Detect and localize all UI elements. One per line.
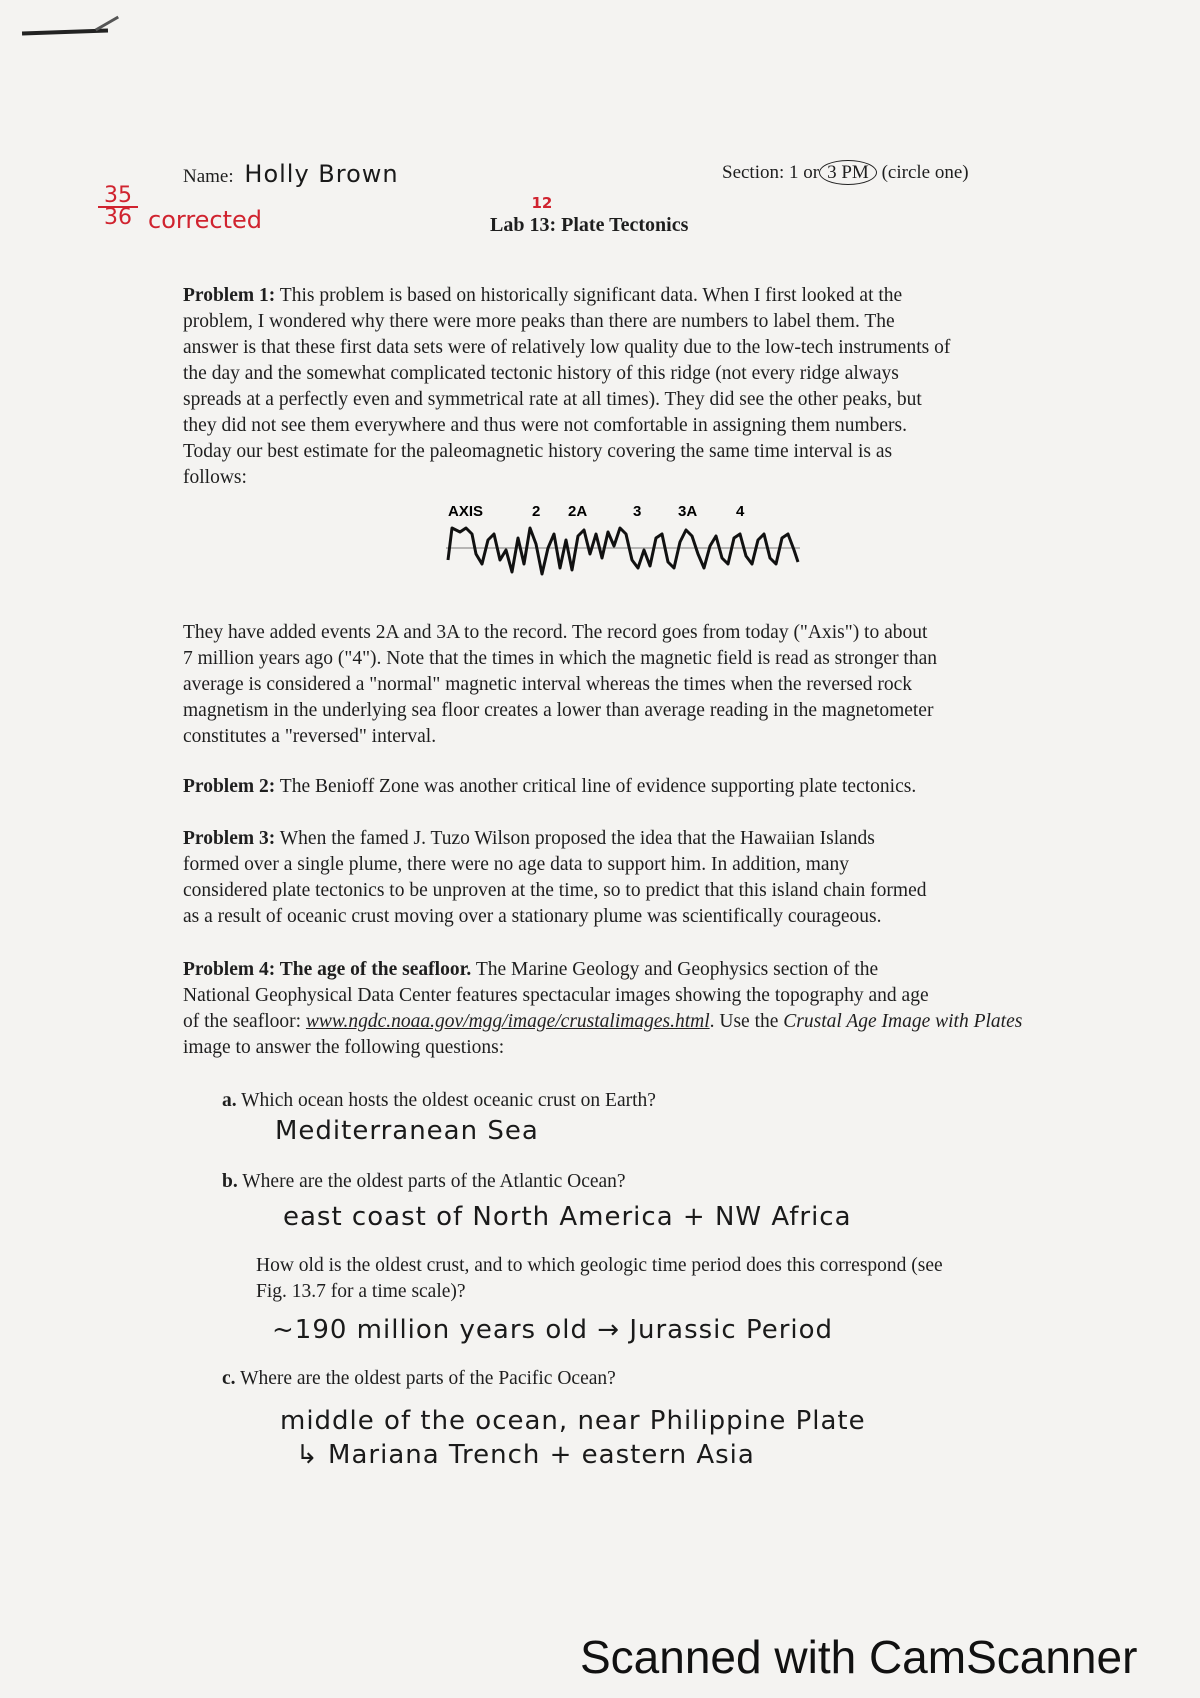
magnetic-anomaly-figure [440, 498, 810, 598]
label-2a: 2A [568, 503, 588, 520]
question-b-text: Where are the oldest parts of the Atlantic Ocean? [242, 1171, 626, 1192]
text-line: How old is the oldest crust, and to which geologic time period does this correspond (see [256, 1255, 943, 1276]
text-line: magnetism in the underlying sea floor creates a lower than average reading in the magnetometer [183, 700, 934, 721]
problem-3-label: Problem 3: [183, 828, 276, 849]
crustal-images-link[interactable]: www.ngdc.noaa.gov/mgg/image/crustalimages.html [305, 1011, 710, 1032]
label-3a: 3A [678, 503, 698, 520]
score [98, 183, 138, 230]
text-line: as a result of oceanic crust moving over a stationary plume was scientifically courageous. [183, 906, 882, 927]
label-3: 3 [633, 503, 642, 520]
name-line [183, 160, 399, 188]
text-line: formed over a single plume, there were no age data to support him. In addition, many [183, 854, 850, 875]
text-line: considered plate tectonics to be unproven at the time, so to predict that this island chain formed [183, 880, 927, 901]
anomaly-line [448, 528, 798, 574]
text-line: follows: [183, 467, 247, 488]
problem-2-label: Problem 2: [183, 776, 276, 797]
question-b-label: b. [222, 1171, 238, 1192]
problem-1-continued [183, 620, 1063, 750]
answer-b: east coast of North America + NW Africa [283, 1202, 852, 1232]
score-note: corrected [148, 206, 263, 234]
text-line: . Use the [709, 1011, 779, 1032]
lab-title-text: Plate Tectonics [561, 214, 689, 236]
student-name: Holly Brown [244, 160, 399, 188]
text-line: image to answer the following questions: [183, 1037, 505, 1058]
text-line: of the seafloor: [183, 1011, 302, 1032]
answer-a: Mediterranean Sea [275, 1116, 539, 1146]
text-line: This problem is based on historically significant data. When I first looked at the [279, 285, 903, 306]
text-line: The Marine Geology and Geophysics section of the [475, 959, 879, 980]
question-c-label: c. [222, 1368, 236, 1389]
text-line: National Geophysical Data Center features spectacular images showing the topography and age [183, 985, 929, 1006]
lab-number-printed: 13: [529, 214, 557, 236]
problem-1-label: Problem 1: [183, 285, 276, 306]
lab-number-corrected: 12 [531, 194, 553, 212]
text-line: When the famed J. Tuzo Wilson proposed the idea that the Hawaiian Islands [279, 828, 875, 849]
text-line: they did not see them everywhere and thus were not comfortable in assigning them numbers. [183, 415, 908, 436]
question-a [222, 1088, 656, 1114]
score-top: 35 [98, 186, 138, 208]
answer-b-followup: ~190 million years old → Jurassic Period [272, 1315, 834, 1345]
text-line: 7 million years ago ("4"). Note that the times in which the magnetic field is read as stronger than [183, 648, 938, 669]
text-line: problem, I wondered why there were more peaks than there are numbers to label them. The [183, 311, 895, 332]
text-line: constitutes a "reversed" interval. [183, 726, 437, 747]
answer-c-line1: middle of the ocean, near Philippine Plate [280, 1406, 866, 1436]
name-label: Name: [183, 166, 234, 187]
question-c [222, 1366, 616, 1392]
question-c-text: Where are the oldest parts of the Pacific Ocean? [240, 1368, 616, 1389]
lab-title [490, 194, 689, 237]
lab-prefix: Lab [490, 214, 525, 236]
question-a-label: a. [222, 1090, 237, 1111]
text-line: answer is that these first data sets were of relatively low quality due to the low-tech instruments of [183, 337, 951, 358]
question-a-text: Which ocean hosts the oldest oceanic crust on Earth? [241, 1090, 656, 1111]
text-line: Fig. 13.7 for a time scale)? [256, 1281, 466, 1302]
image-name: Crustal Age Image with Plates [783, 1011, 1023, 1032]
problem-2 [183, 774, 1083, 800]
question-b-followup [256, 1253, 1076, 1305]
section-note: (circle one) [881, 162, 969, 183]
label-4: 4 [736, 503, 745, 520]
section-circled: 3 PM [819, 160, 877, 185]
problem-1 [183, 283, 1063, 491]
score-bottom: 36 [104, 205, 132, 230]
text-line: They have added events 2A and 3A to the record. The record goes from today ("Axis") to about [183, 622, 928, 643]
text-line: Today our best estimate for the paleomagnetic history covering the same time interval is as [183, 441, 893, 462]
label-axis: AXIS [448, 503, 484, 520]
problem-3 [183, 826, 1083, 930]
problem-4-label: Problem 4: The age of the seafloor. [183, 959, 472, 980]
anomaly-profile [440, 498, 810, 598]
camscanner-watermark: Scanned with CamScanner [580, 1631, 1138, 1683]
problem-2-text: The Benioff Zone was another critical line of evidence supporting plate tectonics. [279, 776, 917, 797]
text-line: spreads at a perfectly even and symmetrical rate at all times). They did see the other peaks, but [183, 389, 922, 410]
section-label: Section: 1 or [722, 162, 820, 183]
section-line [722, 162, 969, 184]
label-2: 2 [532, 503, 541, 520]
answer-c-line2: ↳ Mariana Trench + eastern Asia [296, 1440, 755, 1470]
problem-4 [183, 957, 1083, 1061]
text-line: average is considered a "normal" magnetic interval whereas the times when the reversed rock [183, 674, 912, 695]
question-b [222, 1169, 626, 1195]
text-line: the day and the somewhat complicated tectonic history of this ridge (not every ridge always [183, 363, 899, 384]
